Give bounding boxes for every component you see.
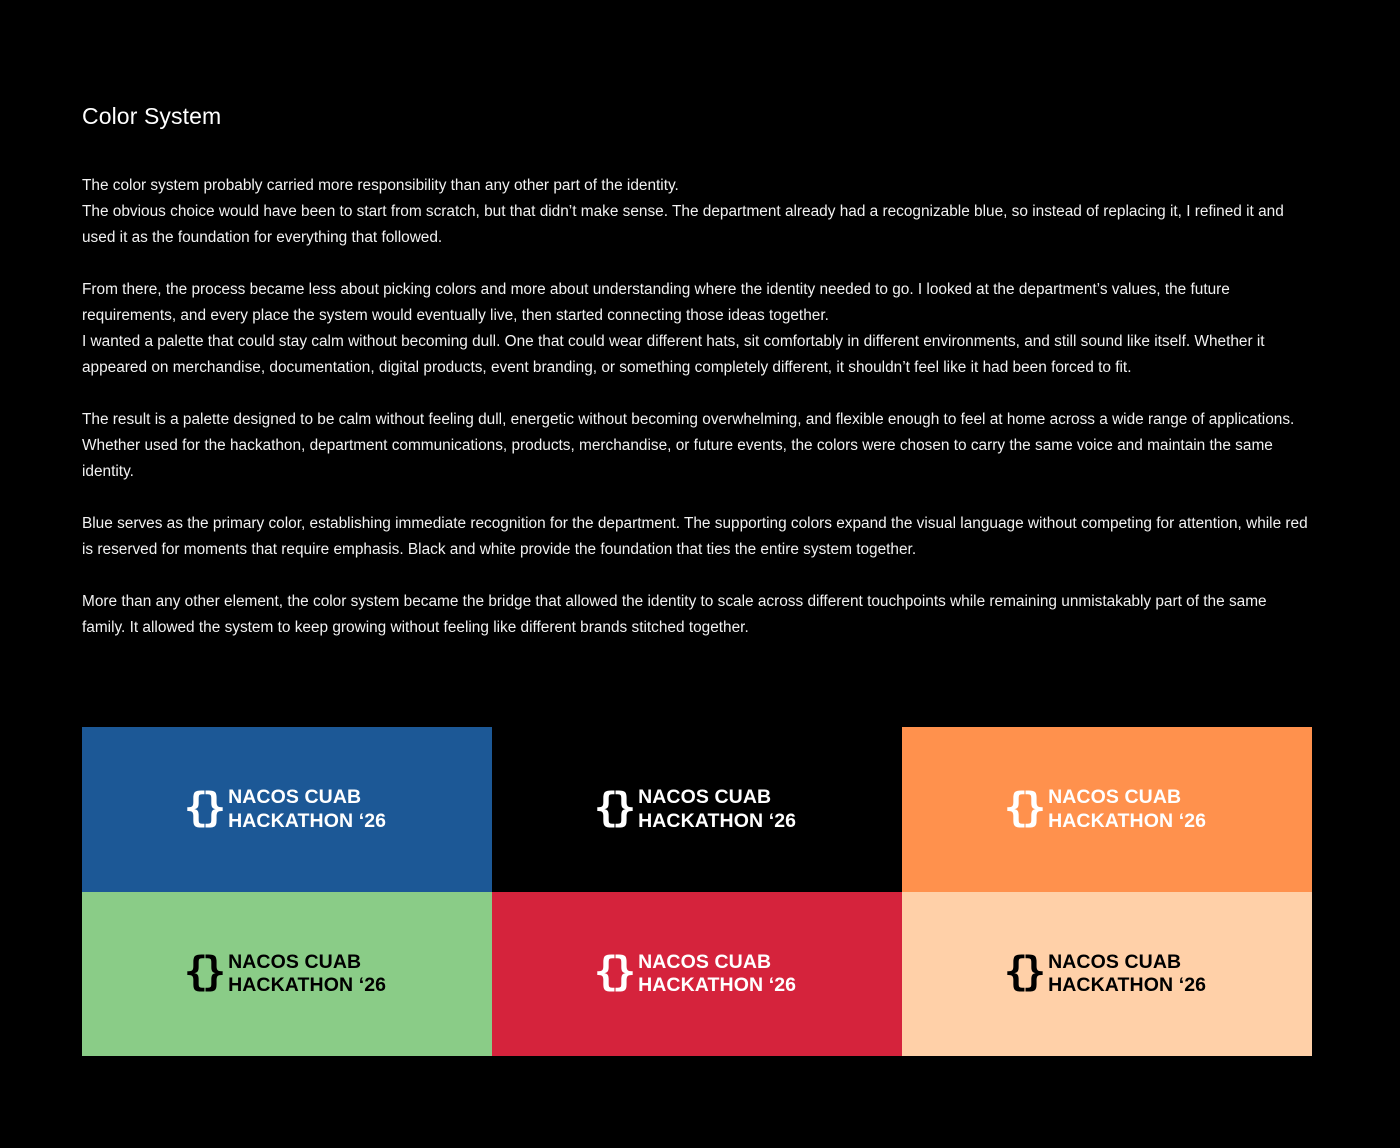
swatch-orange [902,727,1312,892]
swatch-black [492,727,902,892]
curly-braces-icon: {} [1003,949,1041,995]
hackathon-logo [1004,951,1206,998]
paragraph-line: The obvious choice would have been to start from scratch, but that didn’t make sense. The department already had a recognizable blue, so instead of replacing it, I refined it and used it as the foundation for everything that followed. [82,203,1284,246]
curly-braces-icon: {} [1003,784,1041,831]
curly-braces-icon: {} [593,949,631,995]
logo-wordmark [228,786,386,833]
swatch-peach [902,892,1312,1056]
section-title: Color System [82,103,222,129]
swatch-red [492,892,902,1056]
curly-braces-icon: {} [183,784,221,831]
paragraph [82,511,1312,563]
body-text [82,173,1312,667]
logo-line-1: NACOS CUAB [638,786,772,808]
logo-wordmark [638,951,796,998]
color-swatch-grid [82,727,1312,1056]
logo-line-2: HACKATHON ‘26 [1048,809,1207,832]
logo-line-2: HACKATHON ‘26 [638,809,797,832]
paragraph [82,589,1312,641]
logo-line-1: NACOS CUAB [1048,786,1182,808]
hackathon-logo [184,786,386,833]
paragraph [82,277,1312,381]
paragraph-line: From there, the process became less about picking colors and more about understanding where the identity needed to go. I looked at the department’s values, the future requirements, and every place the system would eventually live, then started connecting those ideas together. [82,281,1230,324]
paragraph [82,173,1312,251]
logo-line-1: NACOS CUAB [228,950,362,973]
logo-line-2: HACKATHON ‘26 [638,974,797,996]
paragraph-line: More than any other element, the color system became the bridge that allowed the identity to scale across different touchpoints while remaining unmistakably part of the same family. It allowed the system to keep growing without feeling like different brands stitched together. [82,593,1267,636]
logo-wordmark [1048,786,1206,833]
hackathon-logo [594,786,796,833]
paragraph-line: Blue serves as the primary color, establishing immediate recognition for the department. The supporting colors expand the visual language without competing for attention, while red is reserved for moments that require emphasis. Black and white provide the foundation that ties the entire system together. [82,515,1308,558]
logo-wordmark [638,786,796,833]
curly-braces-icon: {} [593,784,631,831]
paragraph [82,407,1312,485]
logo-wordmark [1048,951,1206,998]
logo-line-2: HACKATHON ‘26 [228,809,387,832]
swatch-green [82,892,492,1056]
logo-wordmark [228,951,386,998]
paragraph-line: I wanted a palette that could stay calm without becoming dull. One that could wear different hats, sit comfortably in different environments, and still sound like itself. Whether it appeared on merchandise, documentation, digital products, event branding, or something completely different, it shouldn’t feel like it had been forced to fit. [82,333,1265,376]
hackathon-logo [594,951,796,998]
logo-line-1: NACOS CUAB [638,950,772,973]
logo-line-2: HACKATHON ‘26 [228,974,387,996]
paragraph-line: The result is a palette designed to be calm without feeling dull, energetic without becoming overwhelming, and flexible enough to feel at home across a wide range of applications. Whether used for the hackathon, department communications, products, merchandise, or future events, the colors were chosen to carry the same voice and maintain the same identity. [82,411,1295,480]
logo-line-1: NACOS CUAB [228,786,362,808]
swatch-blue [82,727,492,892]
logo-line-2: HACKATHON ‘26 [1048,974,1207,996]
hackathon-logo [184,951,386,998]
hackathon-logo [1004,786,1206,833]
paragraph-line: The color system probably carried more responsibility than any other part of the identity. [82,177,679,194]
logo-line-1: NACOS CUAB [1048,950,1182,973]
curly-braces-icon: {} [183,949,221,995]
